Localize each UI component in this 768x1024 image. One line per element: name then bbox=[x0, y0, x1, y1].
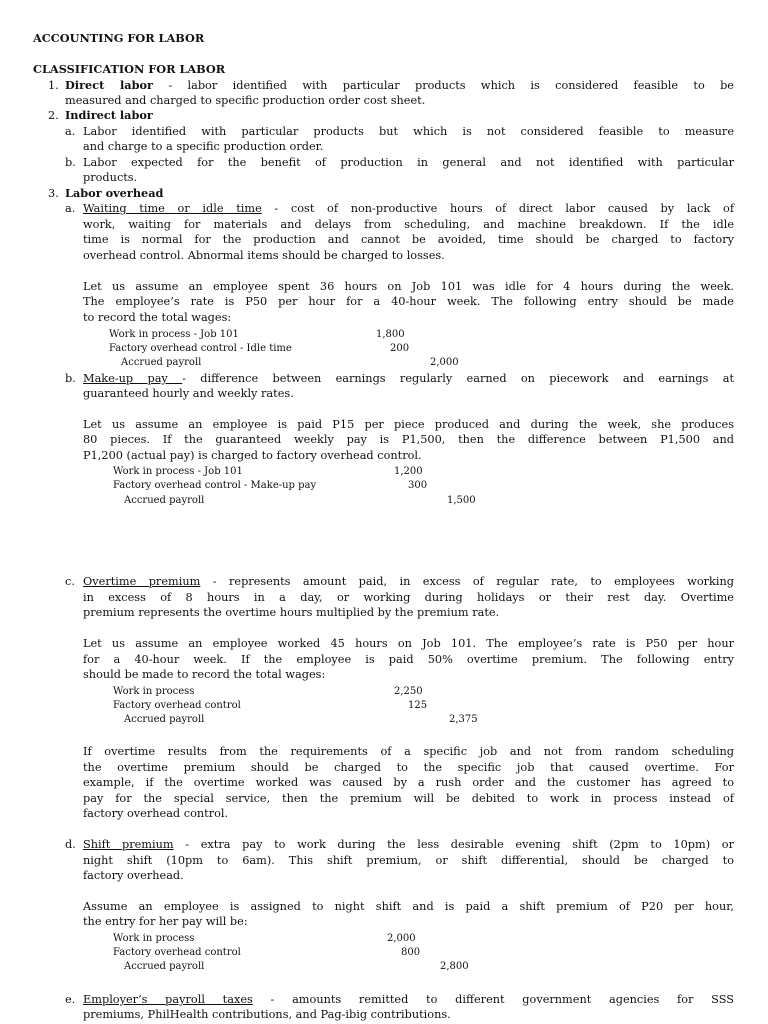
idle-time-line-2: work, waiting for materials and delays from scheduling, and machine breakdown. If the idle bbox=[83, 218, 734, 231]
shift-example-line-2: the entry for her pay will be: bbox=[83, 915, 248, 928]
shift-line-3: factory overhead. bbox=[83, 869, 184, 882]
shift-example-line-1: Assume an employee is assigned to night shift and is paid a shift premium of P20 per hour, bbox=[83, 900, 734, 913]
overtime-example-line-2: for a 40-hour week. If the employee is paid 50% overtime premium. The following entry bbox=[83, 653, 734, 666]
shift-term: Shift premium bbox=[83, 838, 174, 851]
labor-overhead-label: Labor overhead bbox=[65, 186, 164, 200]
indirect-b-line-1: Labor expected for the benefit of production in general and not identified with particular bbox=[83, 156, 734, 169]
journal-account: Work in process - Job 101 bbox=[113, 466, 243, 477]
journal-account: Factory overhead control bbox=[113, 700, 241, 711]
overtime-line-2: in excess of 8 hours in a day, or working during holidays or their rest day. Overtime bbox=[83, 591, 734, 604]
section-heading: CLASSIFICATION FOR LABOR bbox=[33, 62, 226, 76]
journal-debit: 200 bbox=[390, 343, 410, 354]
journal-credit: 2,000 bbox=[430, 357, 459, 368]
journal-debit: 800 bbox=[401, 947, 421, 958]
journal-debit: 1,800 bbox=[376, 329, 405, 340]
journal-credit: 2,800 bbox=[440, 961, 469, 972]
idle-example-line-2: The employee’s rate is P50 per hour for a 40-hour week. The following entry should be made bbox=[83, 295, 734, 308]
journal-account: Accrued payroll bbox=[124, 714, 205, 725]
journal-debit: 1,200 bbox=[394, 466, 423, 477]
indirect-b-line-2: products. bbox=[83, 171, 138, 184]
overtime-example-line-1: Let us assume an employee worked 45 hours on Job 101. The employee’s rate is P50 per hour bbox=[83, 637, 734, 650]
journal-account: Work in process bbox=[113, 933, 195, 944]
journal-account: Accrued payroll bbox=[124, 961, 205, 972]
shift-text: - extra pay to work during the less desirable evening shift (2pm to 10pm) or bbox=[173, 838, 734, 851]
journal-debit: 2,250 bbox=[394, 686, 423, 697]
shift-line-1 bbox=[83, 837, 734, 852]
makeup-text: - difference between earnings regularly earned on piecework and earnings at bbox=[182, 372, 734, 385]
indirect-a-line-2: and charge to a specific production order. bbox=[83, 140, 324, 153]
idle-time-text: - cost of non-productive hours of direct labor caused by lack of bbox=[261, 202, 734, 215]
shift-line-2: night shift (10pm to 6am). This shift premium, or shift differential, should be charged to bbox=[83, 854, 734, 867]
indirect-labor-label: Indirect labor bbox=[65, 108, 153, 122]
journal-account: Accrued payroll bbox=[121, 357, 202, 368]
item-mark: d. bbox=[65, 838, 76, 851]
indirect-a-line-1: Labor identified with particular products but which is not considered feasible to measure bbox=[83, 125, 734, 138]
journal-account: Work in process bbox=[113, 686, 195, 697]
idle-time-line-4: overhead control. Abnormal items should be charged to losses. bbox=[83, 249, 445, 262]
payroll-taxes-term: Employer’s payroll taxes bbox=[83, 993, 253, 1006]
journal-account: Factory overhead control - Idle time bbox=[109, 343, 292, 354]
idle-time-line-1 bbox=[83, 201, 734, 216]
journal-debit: 300 bbox=[408, 480, 428, 491]
journal-credit: 1,500 bbox=[447, 495, 476, 506]
item-mark: b. bbox=[65, 156, 76, 169]
direct-labor-text-2: measured and charged to specific production order cost sheet. bbox=[65, 94, 426, 107]
idle-example-line-3: to record the total wages: bbox=[83, 311, 232, 324]
overtime-para-line-2: the overtime premium should be charged to the specific job that caused overtime. For bbox=[83, 761, 734, 774]
payroll-taxes-text: - amounts remitted to different government agencies for SSS bbox=[252, 993, 734, 1006]
document-title: ACCOUNTING FOR LABOR bbox=[33, 31, 205, 45]
journal-account: Factory overhead control - Make-up pay bbox=[113, 480, 317, 491]
makeup-line-1 bbox=[83, 371, 734, 386]
payroll-taxes-line-1 bbox=[83, 992, 734, 1007]
direct-labor-text: - labor identified with particular products which is considered feasible to be bbox=[153, 79, 734, 92]
journal-debit: 125 bbox=[408, 700, 428, 711]
overtime-example-line-3: should be made to record the total wages: bbox=[83, 668, 326, 681]
journal-account: Work in process - Job 101 bbox=[109, 329, 239, 340]
makeup-line-2: guaranteed hourly and weekly rates. bbox=[83, 387, 294, 400]
item-mark: a. bbox=[65, 202, 76, 215]
item-mark: b. bbox=[65, 372, 76, 385]
list-number: 1. bbox=[48, 79, 59, 92]
makeup-example-line-3: P1,200 (actual pay) is charged to factory overhead control. bbox=[83, 449, 422, 462]
item-mark: e. bbox=[65, 993, 76, 1006]
journal-account: Factory overhead control bbox=[113, 947, 241, 958]
overtime-line-1 bbox=[83, 574, 734, 589]
overtime-para-line-1: If overtime results from the requirements of a specific job and not from random scheduling bbox=[83, 745, 734, 758]
journal-debit: 2,000 bbox=[387, 933, 416, 944]
item-mark: c. bbox=[65, 575, 75, 588]
overtime-para-line-5: factory overhead control. bbox=[83, 807, 229, 820]
overtime-text: - represents amount paid, in excess of regular rate, to employees working bbox=[200, 575, 734, 588]
journal-account: Accrued payroll bbox=[124, 495, 205, 506]
overtime-para-line-3: example, if the overtime worked was caused by a rush order and the customer has agreed to bbox=[83, 776, 734, 789]
list-number: 2. bbox=[48, 109, 59, 122]
idle-time-line-3: time is normal for the production and cannot be avoided, time should be charged to factory bbox=[83, 233, 734, 246]
idle-example-line-1: Let us assume an employee spent 36 hours on Job 101 was idle for 4 hours during the week. bbox=[83, 280, 734, 293]
makeup-term: Make-up pay bbox=[83, 372, 183, 385]
makeup-example-line-2: 80 pieces. If the guaranteed weekly pay is P1,500, then the difference between P1,500 and bbox=[83, 433, 734, 446]
item-mark: a. bbox=[65, 125, 76, 138]
payroll-taxes-line-2: premiums, PhilHealth contributions, and Pag-ibig contributions. bbox=[83, 1008, 451, 1021]
direct-labor-label: Direct labor bbox=[65, 78, 153, 92]
journal-credit: 2,375 bbox=[449, 714, 478, 725]
overtime-term: Overtime premium bbox=[83, 575, 201, 588]
overtime-para-line-4: pay for the special service, then the premium will be debited to work in process instead of bbox=[83, 792, 734, 805]
makeup-example-line-1: Let us assume an employee is paid P15 per piece produced and during the week, she produces bbox=[83, 418, 734, 431]
direct-labor-line bbox=[65, 78, 734, 93]
overtime-line-3: premium represents the overtime hours multiplied by the premium rate. bbox=[83, 606, 500, 619]
idle-time-term: Waiting time or idle time bbox=[83, 202, 262, 215]
list-number: 3. bbox=[48, 187, 59, 200]
